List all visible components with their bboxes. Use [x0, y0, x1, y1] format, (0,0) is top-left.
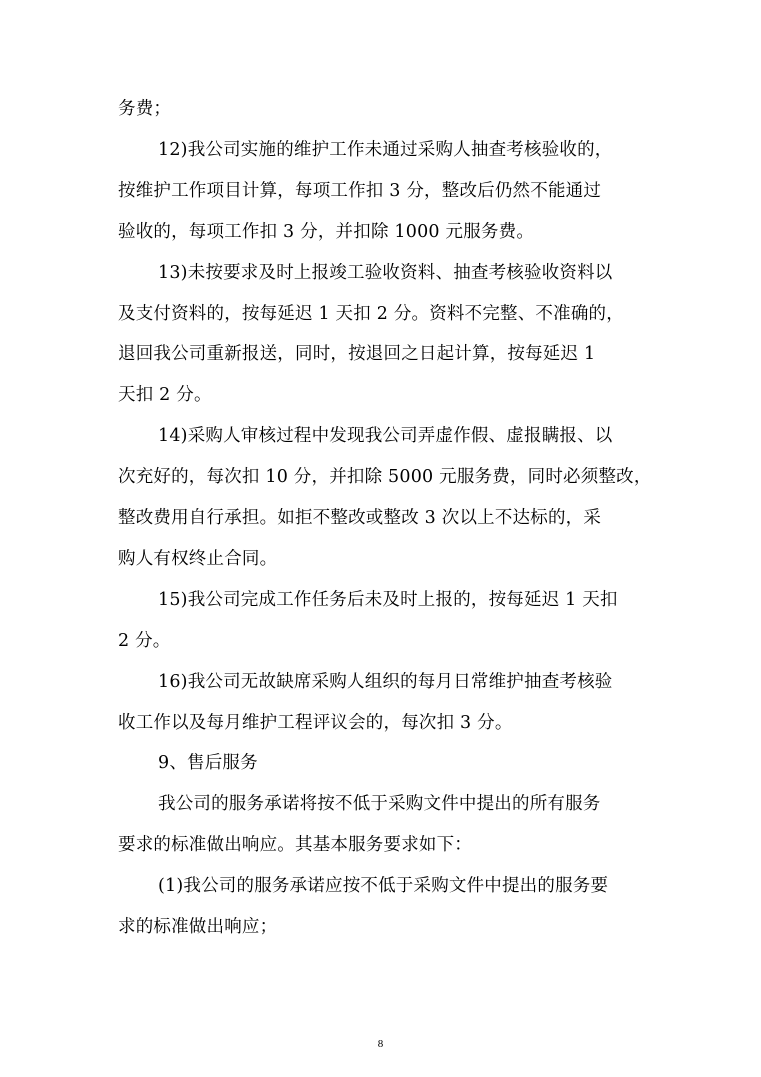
text-line: 次充好的，每次扣 10 分，并扣除 5000 元服务费，同时必须整改，: [118, 467, 652, 487]
text-line: 整改费用自行承担。如拒不整改或整改 3 次以上不达标的，采: [118, 508, 602, 528]
text-line: 天扣 2 分。: [118, 385, 212, 405]
text-line: 按维护工作项目计算，每项工作扣 3 分，整改后仍然不能通过: [118, 181, 602, 201]
text-line: 我公司的服务承诺将按不低于采购文件中提出的所有服务: [158, 794, 601, 814]
text-line: 退回我公司重新报送，同时，按退回之日起计算，按每延迟 1: [118, 344, 596, 364]
text-line: 13)未按要求及时上报竣工验收资料、抽查考核验收资料以: [158, 263, 613, 283]
text-line: 12)我公司实施的维护工作未通过采购人抽查考核验收的，: [158, 140, 613, 160]
page-number: 8: [377, 1038, 384, 1050]
text-line: 要求的标准做出响应。其基本服务要求如下：: [118, 835, 472, 855]
text-line: 验收的，每项工作扣 3 分，并扣除 1000 元服务费。: [118, 222, 535, 242]
text-line: 14)采购人审核过程中发现我公司弄虚作假、虚报瞒报、以: [158, 426, 613, 446]
text-line: 16)我公司无故缺席采购人组织的每月日常维护抽查考核验: [158, 672, 613, 692]
text-line: 9、售后服务: [158, 753, 258, 773]
text-line: 2 分。: [118, 631, 171, 651]
text-line: 及支付资料的，按每延迟 1 天扣 2 分。资料不完整、不准确的，: [118, 304, 624, 324]
text-line: 求的标准做出响应；: [118, 917, 278, 937]
text-line: 收工作以及每月维护工程评议会的，每次扣 3 分。: [118, 713, 513, 733]
text-line: (1)我公司的服务承诺应按不低于采购文件中提出的服务要: [158, 876, 609, 896]
text-line: 务费；: [118, 99, 172, 119]
text-line: 15)我公司完成工作任务后未及时上报的，按每延迟 1 天扣: [158, 590, 618, 610]
text-line: 购人有权终止合同。: [118, 549, 278, 569]
